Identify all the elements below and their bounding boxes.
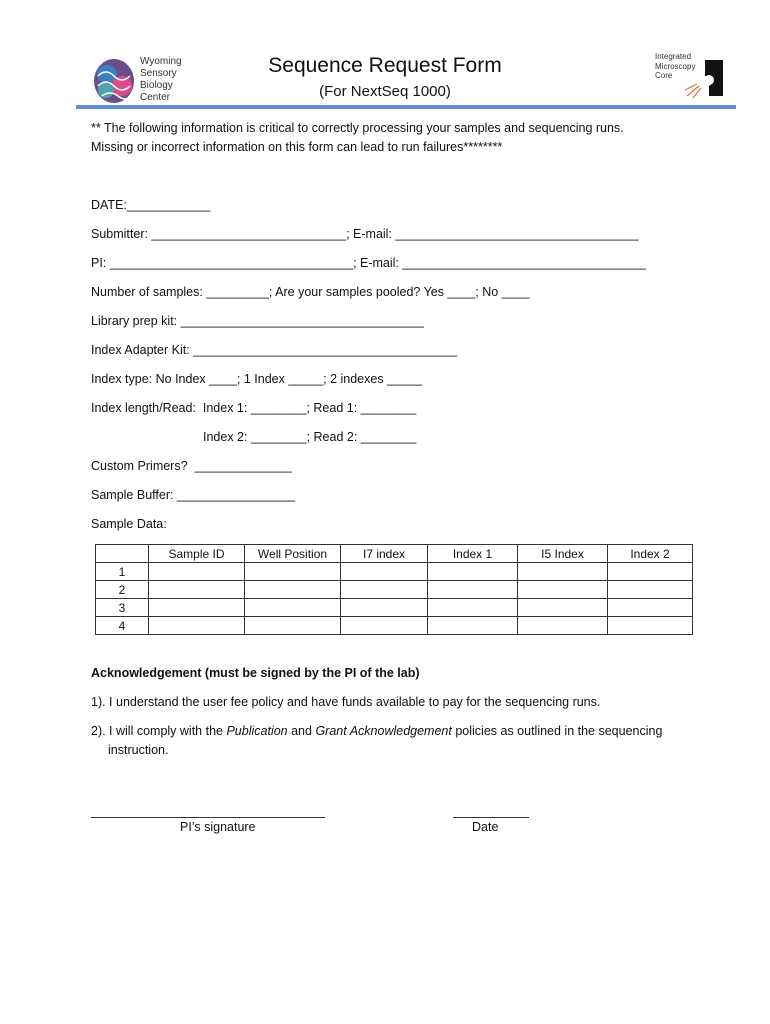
logo-line: Integrated: [655, 52, 692, 61]
logo-line: Core: [655, 71, 673, 80]
table-cell[interactable]: [428, 581, 518, 599]
date-signature-line[interactable]: [453, 817, 529, 818]
logo-line: Sensory: [140, 68, 177, 79]
table-cell[interactable]: [341, 563, 428, 581]
table-cell[interactable]: [518, 617, 608, 635]
table-cell[interactable]: [245, 617, 341, 635]
table-cell[interactable]: [518, 563, 608, 581]
table-header-cell: I7 index: [341, 545, 428, 563]
pi-field[interactable]: PI: ___________________________________; E-mail: ___________________________________: [91, 256, 646, 270]
sample-buffer-field[interactable]: Sample Buffer: _________________: [91, 488, 296, 502]
table-cell[interactable]: [518, 599, 608, 617]
acknowledgement-item-2: [91, 724, 662, 738]
table-cell[interactable]: [428, 599, 518, 617]
index-length-read-1-field[interactable]: Index length/Read: Index 1: ________; Read 1: ________: [91, 401, 417, 415]
item-2-suffix: policies as outlined in the sequencing: [451, 724, 663, 738]
pi-signature-label: PI’s signature: [180, 820, 256, 834]
table-cell[interactable]: [341, 581, 428, 599]
index-type-field[interactable]: Index type: No Index ____; 1 Index _____; 2 indexes _____: [91, 372, 422, 386]
acknowledgement-heading: Acknowledgement (must be signed by the PI of the lab): [91, 666, 420, 680]
table-cell[interactable]: [608, 563, 693, 581]
table-header-cell: [96, 545, 149, 563]
item-2-mid: and: [287, 724, 316, 738]
logo-line: Biology: [140, 80, 173, 91]
table-row: [96, 563, 693, 581]
table-header-cell: Index 2: [608, 545, 693, 563]
logo-line: Center: [140, 92, 171, 103]
item-2-publication: Publication: [226, 724, 288, 738]
table-cell[interactable]: [149, 563, 245, 581]
table-cell[interactable]: [341, 599, 428, 617]
table-header-cell: Sample ID: [149, 545, 245, 563]
date-signature-label: Date: [472, 820, 499, 834]
sample-data-table: [95, 544, 693, 635]
table-cell[interactable]: [608, 599, 693, 617]
table-cell[interactable]: [149, 599, 245, 617]
library-prep-field[interactable]: Library prep kit: ___________________________________: [91, 314, 424, 328]
logo-line: Wyoming: [140, 56, 182, 67]
table-cell[interactable]: [518, 581, 608, 599]
submitter-field[interactable]: Submitter: ____________________________; E-mail: ___________________________________: [91, 227, 639, 241]
date-field[interactable]: DATE:____________: [91, 198, 211, 212]
table-cell[interactable]: [428, 563, 518, 581]
item-2-prefix: 2). I will comply with the: [91, 724, 227, 738]
pi-signature-line[interactable]: [91, 817, 325, 818]
row-number-cell: 2: [96, 581, 149, 599]
table-row: [96, 581, 693, 599]
notice-line-2: Missing or incorrect information on this form can lead to run failures********: [91, 140, 503, 154]
table-row: [96, 617, 693, 635]
table-cell[interactable]: [608, 581, 693, 599]
table-header-row: [96, 545, 693, 563]
logo-line: Microscopy: [655, 61, 696, 71]
index-length-read-2-field[interactable]: Index 2: ________; Read 2: ________: [203, 430, 417, 444]
table-header-cell: I5 Index: [518, 545, 608, 563]
index-adapter-field[interactable]: Index Adapter Kit: ______________________________________: [91, 343, 458, 357]
page-subtitle: (For NextSeq 1000): [319, 83, 451, 100]
table-cell[interactable]: [428, 617, 518, 635]
acknowledgement-item-2-continued: instruction.: [108, 743, 169, 757]
custom-primers-field[interactable]: Custom Primers? ______________: [91, 459, 292, 473]
table-cell[interactable]: [245, 581, 341, 599]
table-cell[interactable]: [149, 581, 245, 599]
table-row: [96, 599, 693, 617]
microscope-logo-icon: [679, 56, 729, 100]
notice-line-1: ** The following information is critical to correctly processing your samples and sequencing runs.: [91, 121, 624, 135]
row-number-cell: 1: [96, 563, 149, 581]
sample-data-label: Sample Data:: [91, 517, 167, 531]
table-cell[interactable]: [341, 617, 428, 635]
table-cell[interactable]: [245, 563, 341, 581]
page-title: Sequence Request Form: [268, 54, 502, 77]
item-2-grant: Grant Acknowledgement: [315, 724, 452, 738]
row-number-cell: 3: [96, 599, 149, 617]
number-of-samples-field[interactable]: Number of samples: _________; Are your samples pooled? Yes ____; No ____: [91, 285, 530, 299]
imc-logo: [655, 52, 735, 100]
table-header-cell: Well Position: [245, 545, 341, 563]
row-number-cell: 4: [96, 617, 149, 635]
header-divider: [76, 105, 736, 109]
table-cell[interactable]: [608, 617, 693, 635]
table-header-cell: Index 1: [428, 545, 518, 563]
table-cell[interactable]: [245, 599, 341, 617]
acknowledgement-item-1: 1). I understand the user fee policy and have funds available to pay for the sequencing runs.: [91, 695, 601, 709]
table-cell[interactable]: [149, 617, 245, 635]
